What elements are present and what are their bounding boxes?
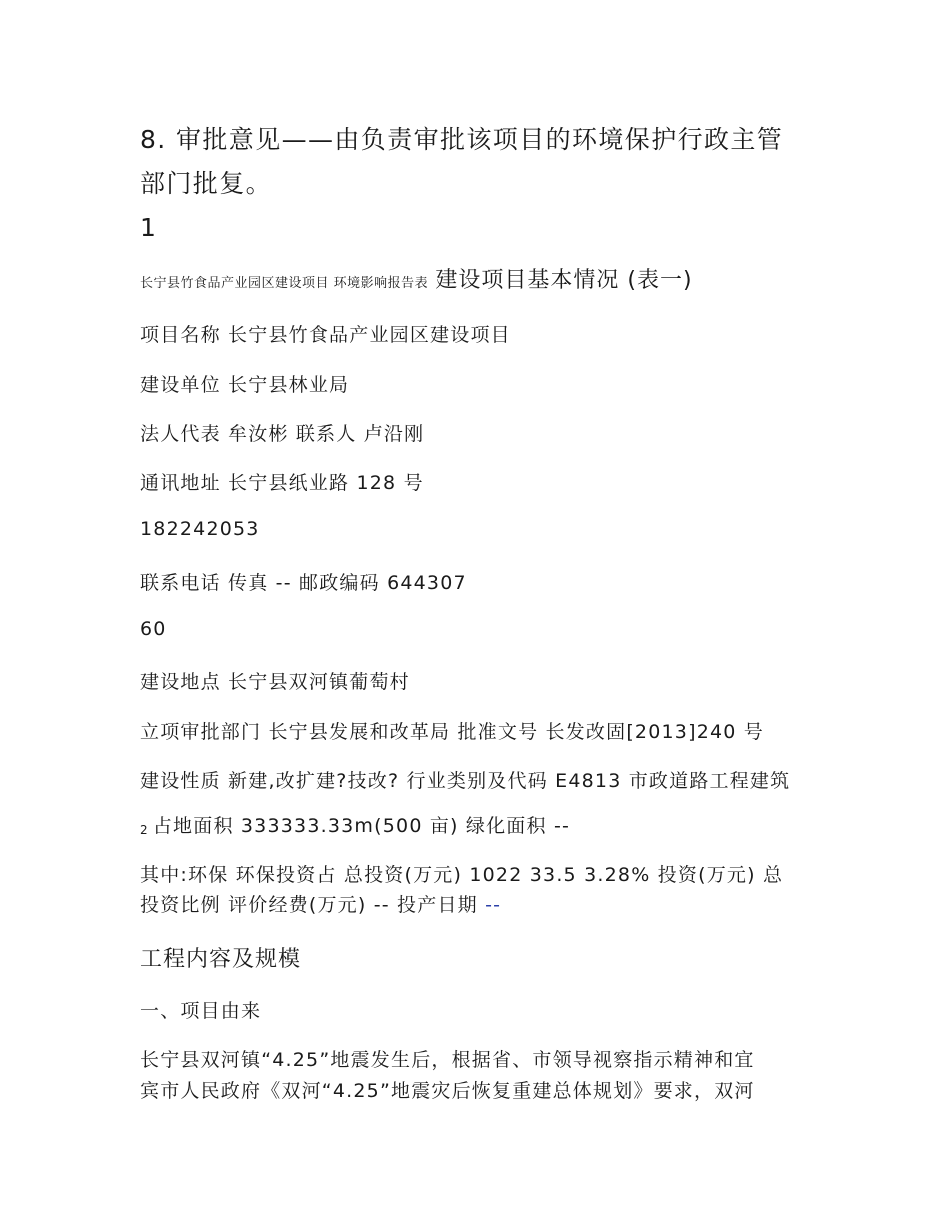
invest-2-dash: -- (485, 894, 502, 916)
content-paragraph-2: 宾市人民政府《双河“4.25”地震灾后恢复重建总体规划》要求，双河 (140, 1080, 755, 1102)
row-nature: 建设性质 新建,改扩建?技改? 行业类别及代码 E4813 市政道路工程建筑 (140, 770, 791, 792)
invest-2-text: 投资比例 评价经费(万元) -- 投产日期 (140, 894, 478, 916)
table-title: 建设项目基本情况 (表一) (435, 268, 693, 293)
row-invest-1: 其中:环保 环保投资占 总投资(万元) 1022 33.5 3.28% 投资(万元) 总 (140, 864, 784, 886)
row-legal: 法人代表 牟汝彬 联系人 卢沿刚 (140, 423, 425, 445)
row-contact: 联系电话 传真 -- 邮政编码 644307 (140, 572, 467, 594)
row-unit: 建设单位 长宁县林业局 (140, 374, 350, 396)
row-area (140, 811, 570, 838)
row-phone-tail: 60 (140, 618, 167, 640)
content-subheading: 一、项目由来 (140, 1000, 262, 1022)
row-invest-2 (140, 890, 501, 917)
row-address: 通讯地址 长宁县纸业路 128 号 (140, 472, 424, 494)
row-project-name: 项目名称 长宁县竹食品产业园区建设项目 (140, 324, 511, 346)
row-location: 建设地点 长宁县双河镇葡萄村 (140, 671, 410, 693)
section-8-line-2: 部门批复。 (140, 169, 273, 198)
content-paragraph-1: 长宁县双河镇“4.25”地震发生后，根据省、市领导视察指示精神和宜 (140, 1049, 755, 1071)
row-approval: 立项审批部门 长宁县发展和改革局 批准文号 长发改固[2013]240 号 (140, 721, 765, 743)
table-header (140, 263, 693, 294)
content-heading: 工程内容及规模 (140, 947, 302, 972)
area-text: 占地面积 333333.33m(500 亩) 绿化面积 -- (152, 815, 571, 837)
page-number: 1 (140, 213, 158, 242)
section-8-line-1: 8. 审批意见——由负责审批该项目的环境保护行政主管 (140, 125, 784, 154)
row-phone-part: 182242053 (140, 518, 260, 540)
report-title-small: 长宁县竹食品产业园区建设项目 环境影响报告表 (140, 276, 429, 291)
area-superscript: 2 (140, 823, 149, 837)
